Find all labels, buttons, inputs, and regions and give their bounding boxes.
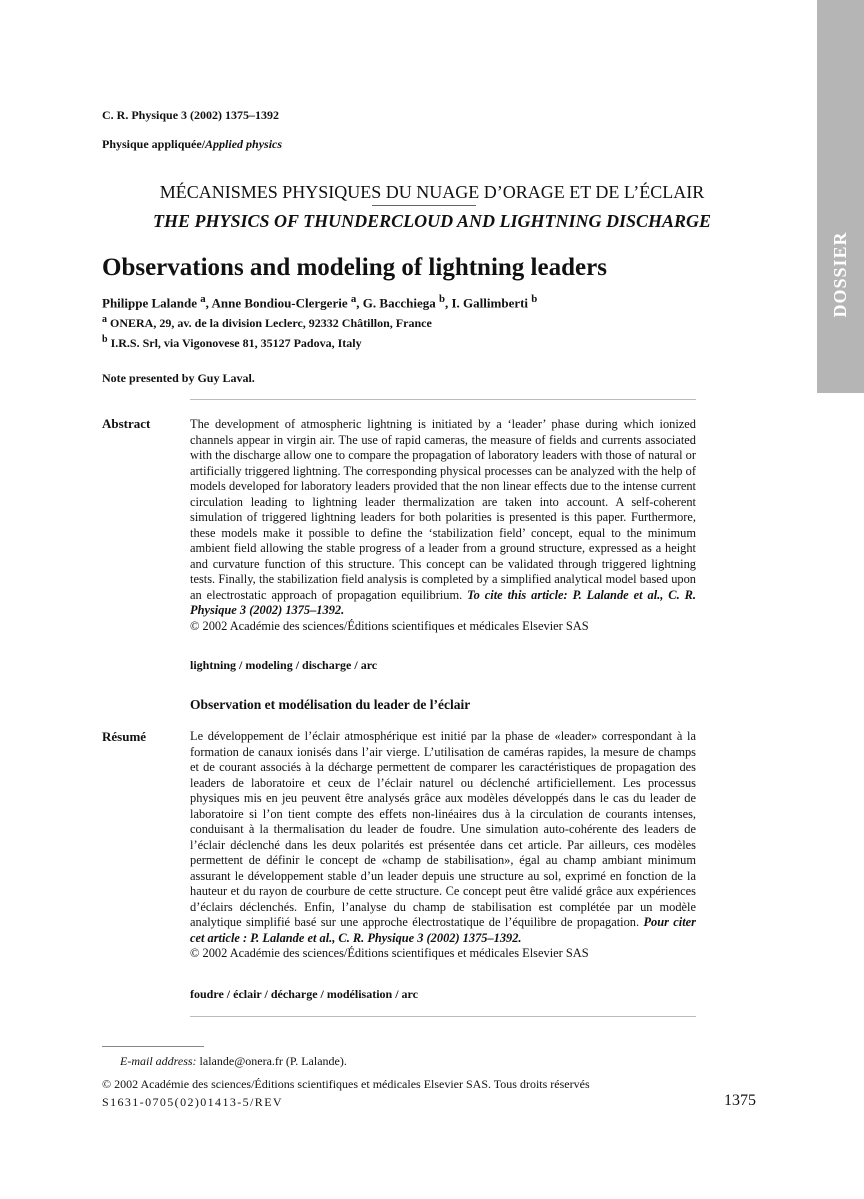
journal-citation: C. R. Physique 3 (2002) 1375–1392 <box>102 108 280 122</box>
abstract-label: Abstract <box>102 416 151 431</box>
author-name: G. Bacchiega <box>362 295 436 311</box>
doi-code: S1631-0705(02)01413-5/REV <box>102 1095 283 1109</box>
abstract-top-rule <box>190 399 696 400</box>
dossier-title-fr: MÉCANISMES PHYSIQUES DU NUAGE D’ORAGE ET DE L’ÉCLAIR <box>159 182 705 202</box>
dossier-divider <box>372 205 476 206</box>
affiliation-b <box>102 334 362 351</box>
email-footnote <box>120 1054 347 1069</box>
resume-copyright: © 2002 Académie des sciences/Éditions scientifiques et médicales Elsevier SAS <box>190 946 589 960</box>
affiliation-text: ONERA, 29, av. de la division Leclerc, 92332 Châtillon, France <box>110 316 432 330</box>
section-en: Applied physics <box>205 137 283 151</box>
abstract-cite: To cite this article: P. Lalande et al., C. R. Physique 3 (2002) 1375–1392. <box>190 587 696 617</box>
note-presented: Note presented by Guy Laval. <box>102 371 255 385</box>
affiliation-mark: b <box>102 334 108 345</box>
resume-body <box>190 729 696 962</box>
affiliation-text: I.R.S. Srl, via Vigonovese 81, 35127 Padova, Italy <box>110 336 362 350</box>
resume-label: Résumé <box>102 729 147 744</box>
author-list <box>102 293 537 311</box>
author-affiliation-mark: a <box>350 293 357 305</box>
author-affiliation-mark: a <box>200 293 206 305</box>
author-separator: , <box>445 295 452 311</box>
author-separator: , <box>205 295 212 311</box>
resume-text: Le développement de l’éclair atmosphérique est initié par la phase de «leader» correspondant à la formation de canaux ionisés dans l’air vierge. L’utilisation de caméras rapides, la mesure de champs et de courant associés à la décharge permettent de comparer les caractéristiques de propagation des leaders de laboratoire et ceux de l’éclair naturel ou déclenché artificiellement. Les processus physiques mis en jeu peuvent être analysés grâce aux modèles développés dans le cas du leader de laboratoire si l’on tient compte des effets non-linéaires dus à la circulation de courants intenses, conduisant à la thermalisation du leader de foudre. Une simulation auto-cohérente des leaders de l’éclair déclenché dans les deux polarités est présentée dans cet article. Par ailleurs, ces modèles permettent de définir le concept de «champ de stabilisation», égal au champ ambiant minimum assurant le développement stable d’un leader depuis une structure au sol, exprimé en fonction de la hauteur et du rayon de courbure de cette structure. Ce concept peut être validé grâce aux expériences d’éclairs déclenchés. Enfin, l’analyse du champ de stabilisation est complétée par un modèle analytique simplifié basé sur une approche électrostatique de l’équilibre de propagation. <box>190 729 696 929</box>
footer-copyright: © 2002 Académie des sciences/Éditions scientifiques et médicales Elsevier SAS. Tous droits réservés <box>102 1077 590 1091</box>
dossier-title-en: THE PHYSICS OF THUNDERCLOUD AND LIGHTNING DISCHARGE <box>152 211 712 231</box>
email-label: E-mail address: <box>120 1054 197 1068</box>
resume-keywords: foudre / éclair / décharge / modélisation / arc <box>190 987 418 1001</box>
author-separator: , <box>356 295 363 311</box>
footnote-rule <box>102 1046 204 1047</box>
abstract-copyright: © 2002 Académie des sciences/Éditions scientifiques et médicales Elsevier SAS <box>190 618 589 633</box>
author-name: I. Gallimberti <box>451 295 529 311</box>
email-value: lalande@onera.fr (P. Lalande). <box>199 1054 347 1068</box>
abstract-body <box>190 417 696 634</box>
abstract-text: The development of atmospheric lightning is initiated by a ‘leader’ phase during which ionized channels appear in virgin air. The use of rapid cameras, the measure of fields and currents associated with the discharge allow one to compare the propagation of laboratory leaders with those of natural or artificially triggered lightning. The corresponding physical processes can be analyzed with the help of models developed for laboratory leaders provided that the non linear effects due to the intense current circulation leading to lightning leader thermalization are taken into account. A self-coherent simulation of triggered lightning leaders for both polarities is presented is this paper. Furthermore, these models make it possible to define the ‘stabilization field’ concept, equal to the minimum ambient field allowing the stable progress of a leader from a ground structure, expressed as a height and curvature function of this structure. This concept can be validated through triggered lightning tests. Finally, the stabilization field analysis is completed by a simplified analytical model based upon an electrostatic approach of propagation equilibrium. <box>190 417 696 602</box>
section-fr: Physique appliquée/ <box>102 137 206 151</box>
article-title: Observations and modeling of lightning leaders <box>102 254 607 281</box>
resume-cite: Pour citer cet article : P. Lalande et al., C. R. Physique 3 (2002) 1375–1392. <box>190 915 696 945</box>
affiliation-mark: a <box>102 314 107 325</box>
author-affiliation-mark: b <box>531 293 538 305</box>
author-name: Anne Bondiou-Clergerie <box>211 295 348 311</box>
dossier-side-tab <box>817 0 864 393</box>
author-affiliation-mark: b <box>438 293 445 305</box>
resume-bottom-rule <box>190 1016 696 1017</box>
author-name: Philippe Lalande <box>102 295 197 311</box>
journal-section <box>102 137 282 152</box>
page-number: 1375 <box>724 1092 756 1109</box>
affiliation-a <box>102 314 432 331</box>
abstract-keywords: lightning / modeling / discharge / arc <box>190 658 378 672</box>
dossier-tab-label: DOSSIER <box>830 231 850 318</box>
resume-title: Observation et modélisation du leader de l’éclair <box>190 697 471 712</box>
